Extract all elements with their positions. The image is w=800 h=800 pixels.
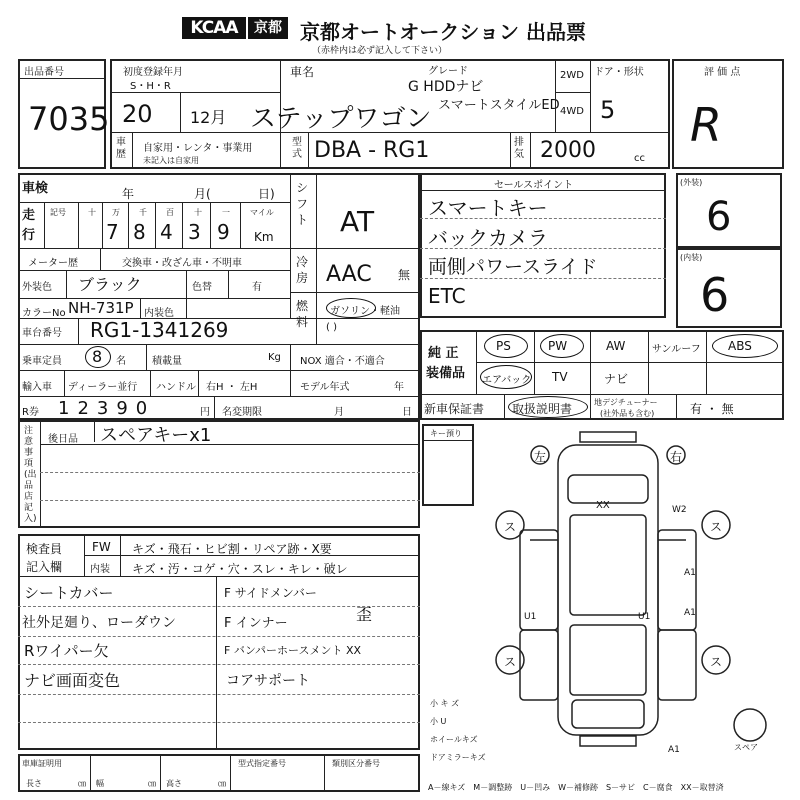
drive-2wd: 2WD [560, 70, 584, 81]
chassis-value: RG1-1341269 [90, 318, 229, 342]
grade-label: グレード [428, 66, 468, 77]
mileage-label: 走行 [22, 208, 36, 243]
r-value: 12390 [58, 398, 156, 419]
notes-label: 注意事項(出品店記入) [24, 426, 37, 524]
disp-label: 排気 [514, 137, 524, 160]
usage-label: 車歴 [116, 137, 126, 160]
reg-year: 20 [122, 100, 153, 128]
door-label: ドア・形状 [594, 67, 644, 78]
color-no-value: NH-731P [68, 299, 134, 317]
shift-value: AT [340, 205, 375, 238]
name-label: 車名 [290, 65, 315, 79]
sales-title: セールスポイント [494, 180, 574, 191]
ac-value: AAC [326, 262, 372, 287]
color-value: ブラック [78, 275, 142, 294]
model-value: DBA - RG1 [314, 138, 430, 163]
score-value: R [690, 98, 722, 152]
disp-unit: cc [634, 153, 645, 164]
notes-box [18, 420, 420, 528]
grade-value2: スマートスタイルED [438, 98, 560, 113]
reg-label: 初度登録年月 [123, 67, 183, 78]
page-subtitle: （赤枠内は必ず記入して下さい） [312, 46, 448, 56]
page-title: 京都オートオークション 出品票 [300, 20, 586, 44]
int-score: 6 [700, 268, 730, 322]
inspection-label: 車検 [22, 181, 49, 196]
footer-legend: A－線キズ M－調整跡 U－凹み W－補修跡 S－サビ C－腐食 XX－取替済 [428, 783, 724, 792]
grade-value1: G HDDナビ [408, 79, 484, 95]
lot-label: 出品番号 [24, 67, 64, 78]
drive-4wd: 4WD [560, 106, 584, 117]
notes-first-value: スペアキーx1 [100, 425, 212, 446]
door-value: 5 [600, 96, 616, 124]
car-diagram [480, 430, 790, 750]
logo: KCAA 京都 [182, 17, 292, 41]
reg-sub: S・H・R [130, 81, 171, 92]
model-label: 型式 [292, 137, 302, 160]
lot-number: 7035 [28, 100, 110, 138]
usage-note: 未記入は自家用 [143, 156, 199, 165]
name-value: ステップワゴン [250, 104, 432, 134]
score-label: 評 価 点 [704, 67, 741, 78]
disp-value: 2000 [540, 138, 596, 163]
ext-score: 6 [706, 194, 732, 240]
usage-options: 自家用・レンタ・事業用 [143, 143, 253, 154]
reg-month: 12月 [190, 108, 227, 127]
